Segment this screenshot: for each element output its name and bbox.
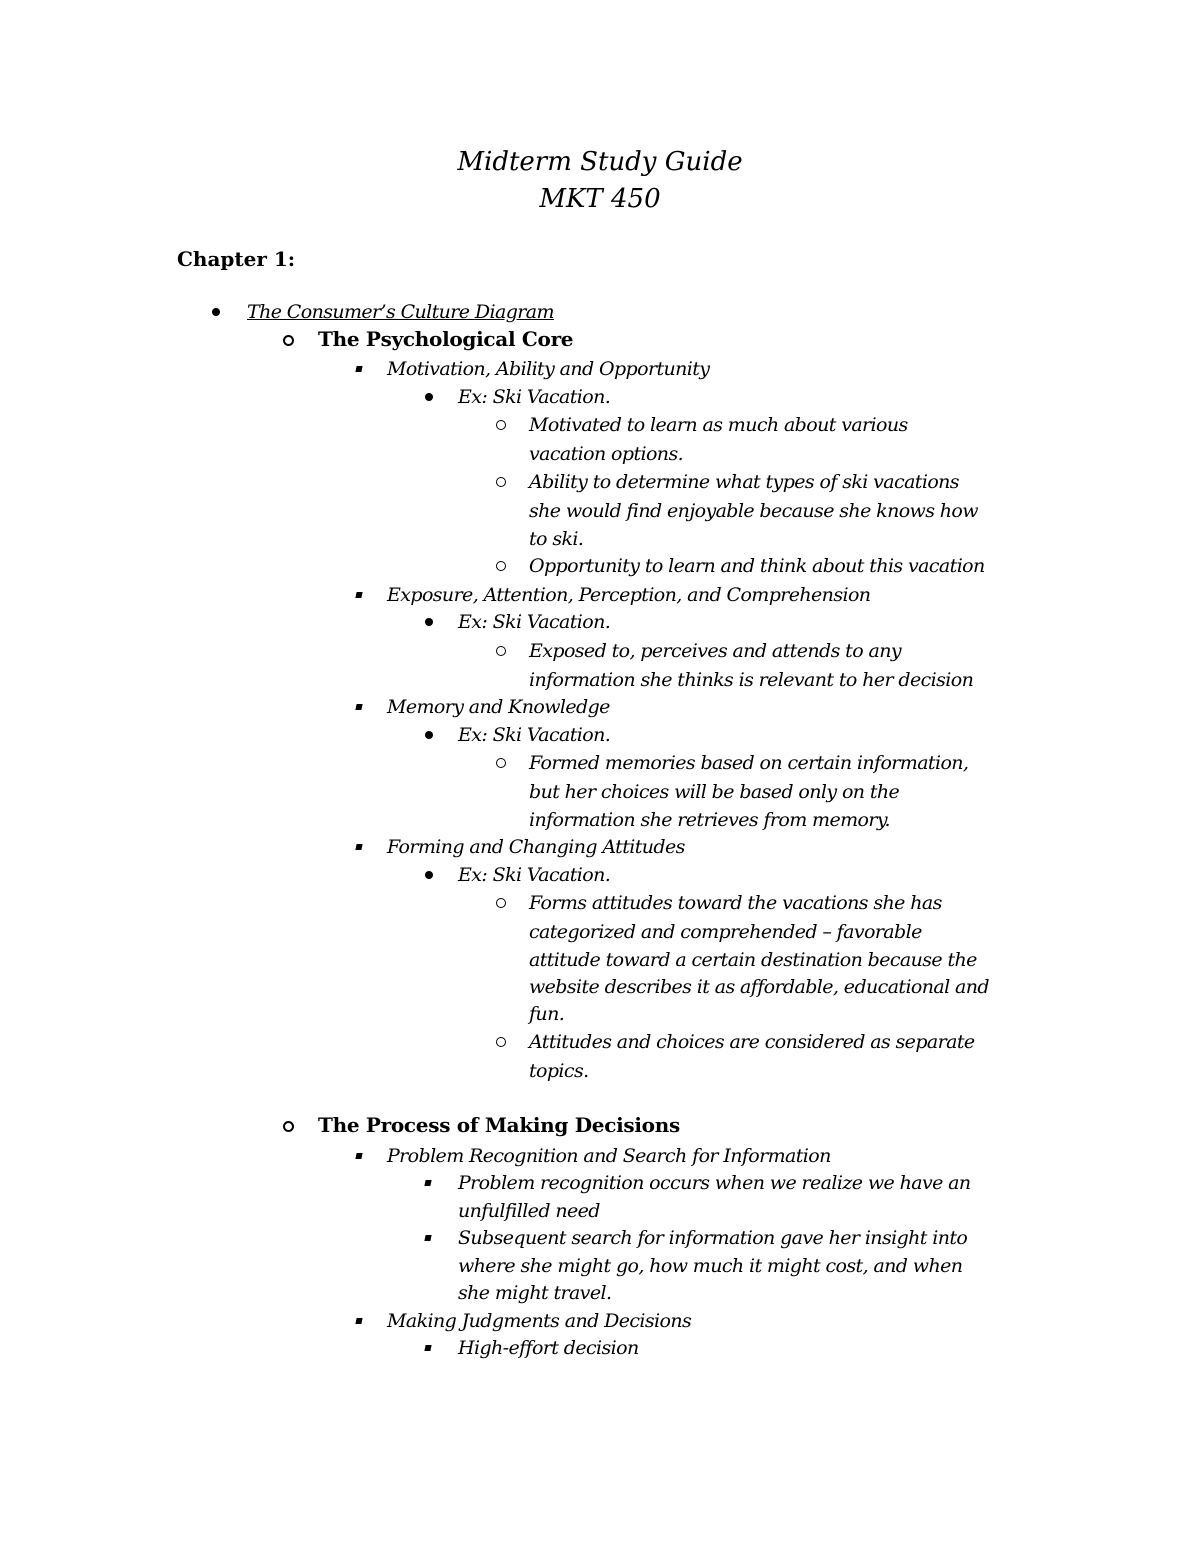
list-item-level5: Ability to determine what types of ski vacations	[529, 471, 959, 493]
list-item-level5-cont: fun.	[529, 1003, 565, 1025]
list-item-level5: Forms attitudes toward the vacations she has	[529, 892, 942, 914]
list-item-level4: High-effort decision	[458, 1337, 639, 1359]
list-item-level3: Memory and Knowledge	[387, 696, 610, 718]
bullet-square-icon	[356, 1142, 362, 1170]
list-item-level5-cont: website describes it as affordable, educational and	[529, 976, 989, 998]
bullet-circle-icon	[283, 1112, 294, 1140]
bullet-disc-icon	[425, 721, 433, 749]
list-item-level5-cont: information she thinks is relevant to her decision	[529, 669, 974, 691]
list-item-level4: Ex: Ski Vacation.	[458, 724, 611, 746]
bullet-open-circle-icon	[496, 637, 506, 665]
list-item-level4: Subsequent search for information gave her insight into	[458, 1227, 968, 1249]
list-item-level4-cont: where she might go, how much it might cost, and when	[458, 1255, 963, 1277]
list-item-level5-cont: attitude toward a certain destination because the	[529, 949, 977, 971]
bullet-disc-icon	[425, 383, 433, 411]
list-item-level5-cont: topics.	[529, 1060, 589, 1082]
bullet-square-icon	[425, 1334, 431, 1362]
bullet-square-icon	[356, 693, 362, 721]
list-item-level5: Exposed to, perceives and attends to any	[529, 640, 901, 662]
bullet-open-circle-icon	[496, 468, 506, 496]
list-item-level5: Motivated to learn as much about various	[529, 414, 908, 436]
bullet-open-circle-icon	[496, 552, 506, 580]
list-item-level3: Problem Recognition and Search for Information	[387, 1145, 831, 1167]
bullet-disc-icon	[212, 298, 220, 326]
bullet-square-icon	[356, 581, 362, 609]
list-item-level4: Ex: Ski Vacation.	[458, 611, 611, 633]
course-code: MKT 450	[539, 184, 661, 214]
list-item-level5: Formed memories based on certain information,	[529, 752, 969, 774]
bullet-open-circle-icon	[496, 889, 506, 917]
list-item-level5-cont: to ski.	[529, 528, 584, 550]
list-item-level3: Making Judgments and Decisions	[387, 1310, 692, 1332]
chapter-heading: Chapter 1:	[177, 247, 296, 271]
section-heading: The Process of Making Decisions	[318, 1113, 680, 1137]
list-item-level5-cont: categorized and comprehended – favorable	[529, 921, 922, 943]
document-title: Midterm Study Guide	[457, 147, 743, 177]
bullet-disc-icon	[425, 608, 433, 636]
list-item-level5-cont: but her choices will be based only on the	[529, 781, 900, 803]
bullet-circle-icon	[283, 326, 294, 354]
bullet-open-circle-icon	[496, 411, 506, 439]
bullet-square-icon	[425, 1169, 431, 1197]
bullet-open-circle-icon	[496, 749, 506, 777]
list-item-level5-cont: information she retrieves from memory.	[529, 809, 890, 831]
bullet-square-icon	[425, 1224, 431, 1252]
list-item-level4: Problem recognition occurs when we realize we have an	[458, 1172, 971, 1194]
bullet-open-circle-icon	[496, 1028, 506, 1056]
list-item-level1: The Consumer’s Culture Diagram	[247, 301, 554, 323]
list-item-level5: Attitudes and choices are considered as separate	[529, 1031, 975, 1053]
list-item-level4-cont: she might travel.	[458, 1282, 612, 1304]
bullet-square-icon	[356, 1307, 362, 1335]
bullet-square-icon	[356, 833, 362, 861]
list-item-level3: Motivation, Ability and Opportunity	[387, 358, 710, 380]
bullet-square-icon	[356, 355, 362, 383]
list-item-level4: Ex: Ski Vacation.	[458, 864, 611, 886]
list-item-level3: Exposure, Attention, Perception, and Comprehension	[387, 584, 871, 606]
list-item-level5-cont: she would find enjoyable because she knows how	[529, 500, 978, 522]
list-item-level3: Forming and Changing Attitudes	[387, 836, 685, 858]
section-heading: The Psychological Core	[318, 327, 574, 351]
list-item-level5-cont: vacation options.	[529, 443, 684, 465]
list-item-level5: Opportunity to learn and think about this vacation	[529, 555, 985, 577]
bullet-disc-icon	[425, 861, 433, 889]
list-item-level4-cont: unfulfilled need	[458, 1200, 600, 1222]
list-item-level4: Ex: Ski Vacation.	[458, 386, 611, 408]
